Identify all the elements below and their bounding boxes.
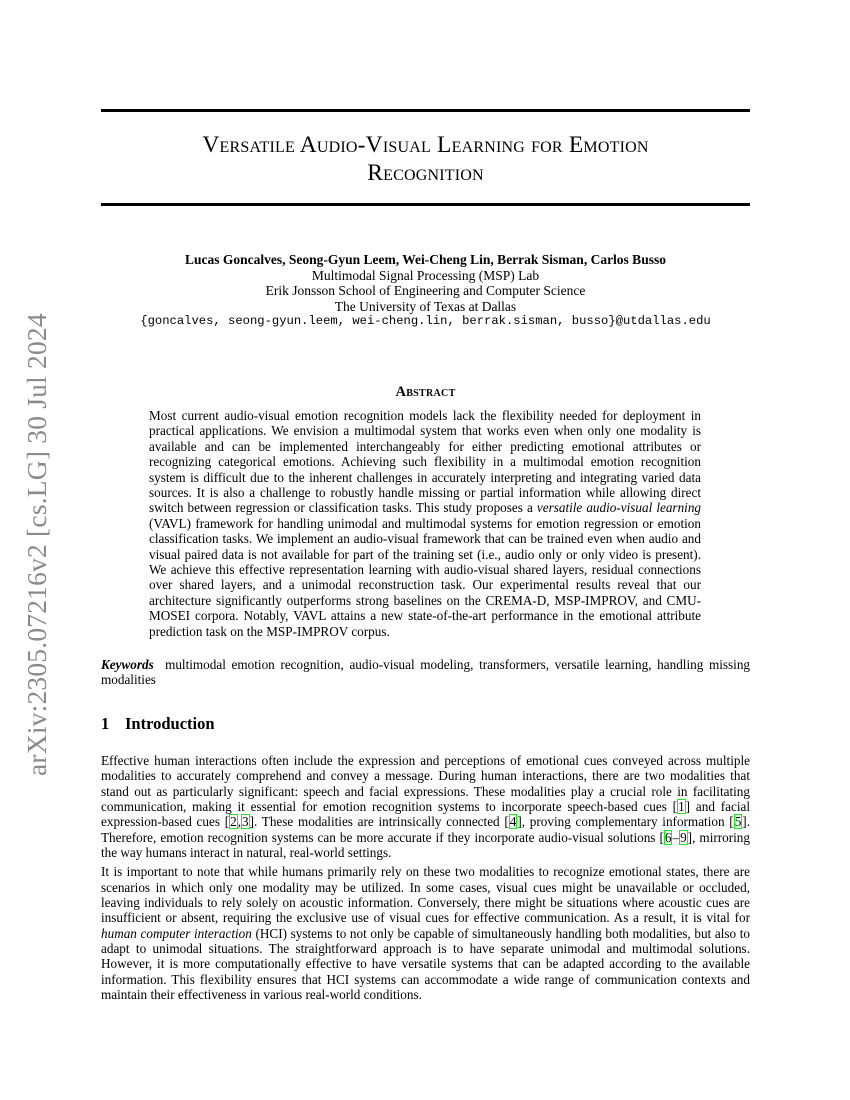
paragraph (101, 864, 750, 1002)
affiliation-lab: Multimodal Signal Processing (MSP) Lab (311, 267, 540, 283)
paragraph-text: It is important to note that while humans primarily rely on these two modalities to recognize emotional states, there are scenarios in which only one modality may be utilized. In some cases, visual cues might be unavailable or occluded, leaving individuals to rely solely on acoustic information. Conversely, there might be situations where acoustic cues are insufficient or absent, requiring the exclusive use of visual cues for effective communication. As a result, it is vital for (101, 864, 750, 926)
paragraph-text: (HCI) systems to not only be capable of simultaneously handling both modalities, but also to adapt to unimodal situations. The straightforward approach is to have separate unimodal and multimodal solutions. However, it is more computationally effective to have versatile systems that can be adapted according to the available information. This flexibility ensures that HCI systems can accommodate a wide range of communication contexts and maintain their effectiveness in various real-world conditions. (101, 925, 751, 1003)
arxiv-identifier: arXiv:2305.07216v2 [cs.LG] 30 Jul 2024 (21, 313, 52, 776)
citation-link[interactable]: 1 (678, 799, 685, 815)
author-names: Lucas Goncalves, Seong-Gyun Leem, Wei-Cheng Lin, Berrak Sisman, Carlos Busso (185, 252, 666, 267)
author-block (101, 252, 750, 330)
section-number: 1 (101, 714, 110, 733)
paragraph-text: , proving complementary information (521, 814, 725, 830)
section-heading-introduction (101, 714, 215, 734)
paragraph-text: . Therefore, emotion recognition systems can be more accurate if they incorporate audio-visual solutions (101, 814, 750, 845)
affiliation-school: Erik Jonsson School of Engineering and Computer Science (265, 283, 586, 298)
keywords (101, 657, 750, 688)
abstract-heading: Abstract (395, 384, 456, 400)
paragraph: Effective human interactions often include the expression and perceptions of emotional cues conveyed across multiple modalities to accurately comprehend and convey a message. During human interactions, there are two modalities that stand out as particularly significant: speech and facial expressions. These modalities play a crucial role in facilitating communication, making it essential for emotion recognition systems to incorporate speech-based cues [1] and facial expression-based cues [2,3]. These modalities are intrinsically connected [4], proving complementary information [5]. Therefore, emotion recognition systems can be more accurate if they incorporate audio-visual solutions [6–9], mirroring the way humans interact in natural, real-world settings. (101, 753, 750, 861)
abstract-body (149, 408, 701, 639)
keywords-text: multimodal emotion recognition, audio-visual modeling, transformers, versatile learning, handling missing modalities (101, 657, 751, 688)
paragraph-text: . These modalities are intrinsically connected (254, 814, 500, 830)
title-bottom-rule (101, 203, 750, 206)
paragraph-text: Effective human interactions often include the expression and perceptions of emotional cues conveyed across multiple modalities to accurately comprehend and convey a message. During human interactions, there are two modalities that stand out as particularly significant: speech and facial expressions. These modalities play a crucial role in facilitating communication, making it essential for emotion recognition systems to incorporate speech-based cues (101, 753, 750, 815)
introduction-body (101, 753, 750, 1007)
paper-title (101, 131, 750, 187)
keywords-label: Keywords (101, 657, 154, 672)
section-title: Introduction (125, 714, 215, 733)
author-emails: {goncalves, seong-gyun.leem, wei-cheng.lin, berrak.sisman, busso}@utdallas.edu (140, 314, 711, 328)
abstract-text-1: Most current audio-visual emotion recognition models lack the flexibility needed for deployment in practical applications. We envision a multimodal system that works even when only one modality is available and can be implemented interchangeably for either predicting emotional attributes or recognizing categorical emotions. Achieving such flexibility in a multimodal emotion recognition system is difficult due to the inherent challenges in accurately interpreting and integrating varied data sources. It is also a challenge to robustly handle missing or partial information while allowing direct switch between regression or classification tasks. This study proposes a (149, 408, 701, 516)
citation-link[interactable]: 3 (242, 814, 249, 830)
paper-title-line-1: Versatile Audio-Visual Learning for Emotion (202, 132, 649, 158)
abstract-text-2: (VAVL) framework for handling unimodal and multimodal systems for emotion regression or emotion classification tasks. We implement an audio-visual framework that can be trained even when audio and visual paired data is not available for part of the training set (i.e., audio only or only video is present). We achieve this effective representation learning with audio-visual shared layers, residual connections over shared layers, and a unimodal reconstruction task. Our experimental results reveal that our architecture significantly outperforms strong baselines on the CREMA-D, MSP-IMPROV, and CMU-MOSEI corpora. Notably, VAVL attains a new state-of-the-art performance in the emotional attribute prediction task on the MSP-IMPROV corpus. (149, 515, 701, 639)
abstract-emphasis: versatile audio-visual learning (536, 500, 702, 516)
paragraph-text: and facial expression-based cues (101, 799, 750, 830)
title-top-rule (101, 109, 750, 112)
paragraph-emphasis: human computer interaction (101, 925, 252, 941)
citation-link[interactable]: 5 (734, 814, 742, 830)
citation-link[interactable]: 2 (230, 814, 237, 830)
citation-link[interactable]: 9 (680, 829, 687, 845)
citation-link[interactable]: 6 (664, 829, 672, 845)
affiliation-university: The University of Texas at Dallas (334, 298, 517, 314)
paragraph-text: , mirroring the way humans interact in natural, real-world settings. (101, 829, 750, 861)
paper-title-line-2: Recognition (367, 160, 484, 186)
citation-link[interactable]: 4 (509, 814, 517, 830)
